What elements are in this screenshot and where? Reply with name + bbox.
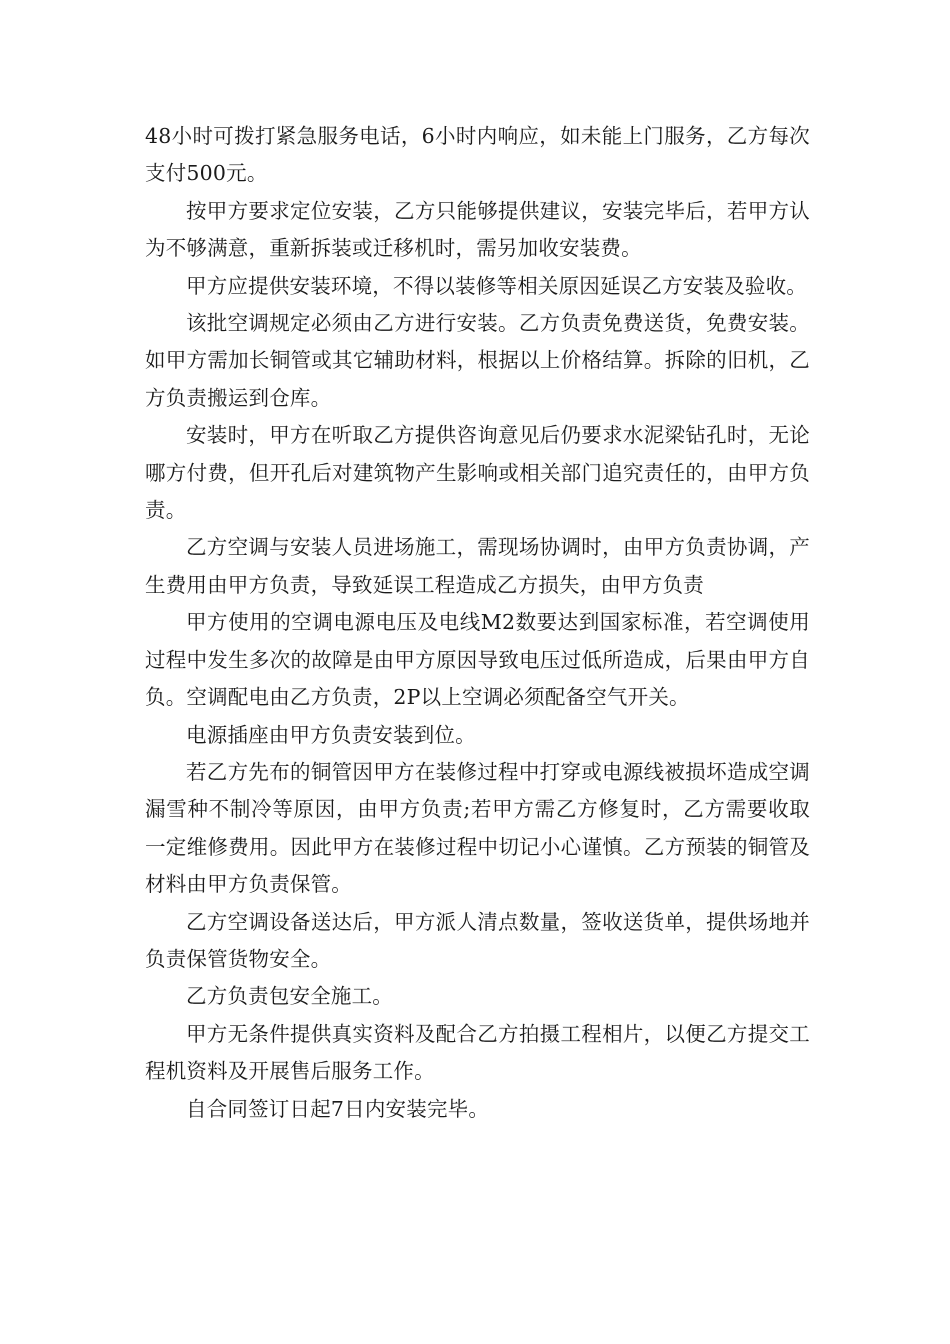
- paragraph-power-supply: 甲方使用的空调电源电压及电线M2数要达到国家标准，若空调使用过程中发生多次的故障是由甲方原因导致电压过低所造成，后果由甲方自负。空调配电由乙方负责，2P以上空调必须配备空气开关。: [145, 610, 810, 710]
- paragraph-drilling-responsibility: 安装时，甲方在听取乙方提供咨询意见后仍要求水泥梁钻孔时，无论哪方付费，但开孔后对建筑物产生影响或相关部门追究责任的，由甲方负责。: [145, 423, 810, 523]
- paragraph-install-position: 按甲方要求定位安装，乙方只能够提供建议，安装完毕后，若甲方认为不够满意，重新拆装或迁移机时，需另加收安装费。: [145, 198, 810, 261]
- paragraph-install-environment: 甲方应提供安装环境，不得以装修等相关原因延误乙方安装及验收。: [186, 273, 807, 298]
- paragraph-install-by-party-b: 该批空调规定必须由乙方进行安装。乙方负责免费送货，免费安装。如甲方需加长铜管或其它辅助材料，根据以上价格结算。拆除的旧机，乙方负责搬运到仓库。: [145, 311, 810, 410]
- paragraph-safe-construction: 乙方负责包安全施工。: [186, 984, 393, 1009]
- paragraph-copper-pipe-damage: 若乙方先布的铜管因甲方在装修过程中打穿或电源线被损坏造成空调漏雪种不制冷等原因，由甲方负责;若甲方需乙方修复时，乙方需要收取一定维修费用。因此甲方在装修过程中切记小心谨慎。乙方预装的铜管及材料由甲方负责保管。: [145, 759, 810, 897]
- paragraph-completion-deadline: 自合同签订日起7日内安装完毕。: [186, 1096, 490, 1121]
- paragraph-provide-materials: 甲方无条件提供真实资料及配合乙方拍摄工程相片，以便乙方提交工程机资料及开展售后服务工作。: [145, 1021, 810, 1084]
- paragraph-emergency-service: 48小时可拨打紧急服务电话，6小时内响应，如未能上门服务，乙方每次支付500元。: [145, 124, 810, 186]
- paragraph-power-socket: 电源插座由甲方负责安装到位。: [186, 722, 476, 747]
- paragraph-site-coordination: 乙方空调与安装人员进场施工，需现场协调时，由甲方负责协调，产生费用由甲方负责，导致延误工程造成乙方损失，由甲方负责: [145, 535, 810, 597]
- paragraph-delivery-check: 乙方空调设备送达后，甲方派人清点数量，签收送货单，提供场地并负责保管货物安全。: [145, 909, 810, 971]
- document-body: [145, 118, 810, 1128]
